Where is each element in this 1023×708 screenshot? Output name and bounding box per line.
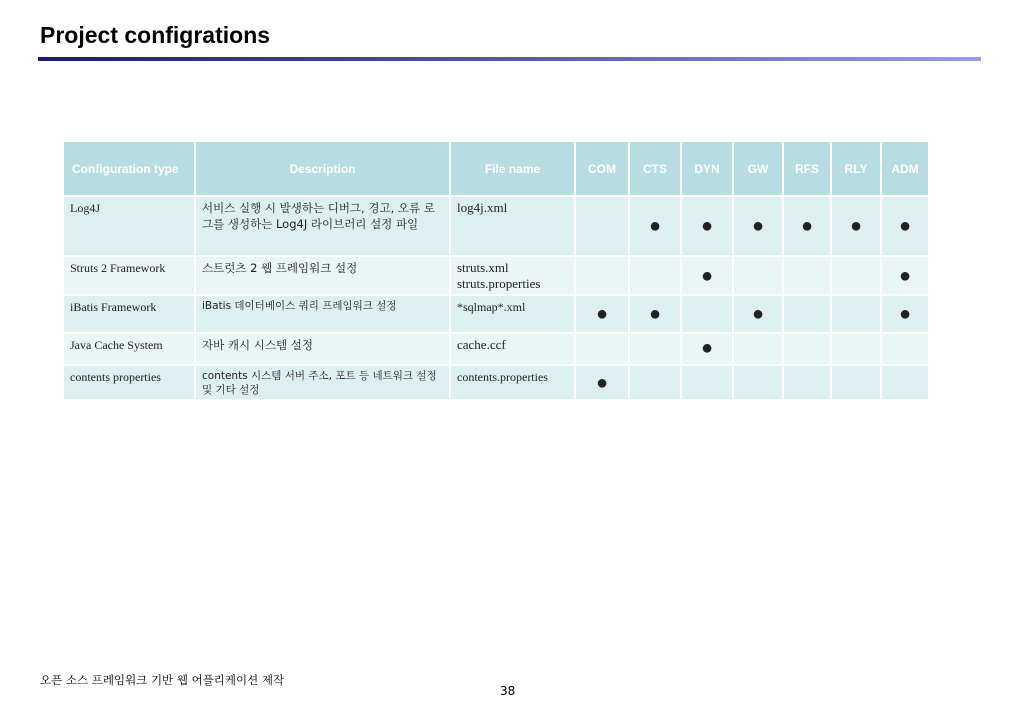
mark-dyn [681, 295, 733, 333]
mark-rfs [783, 365, 831, 400]
cell-file-name: cache.ccf [450, 333, 575, 365]
cell-description: 자바 캐시 시스템 설정 [195, 333, 450, 365]
footer-subtitle: 오픈 소스 프레임워크 기반 웹 어플리케이션 제작 [40, 673, 285, 687]
header-cts: CTS [629, 141, 681, 196]
cell-config-type: Log4J [63, 196, 195, 256]
mark-cts: ● [629, 295, 681, 333]
table-header-row [63, 141, 929, 196]
mark-adm: ● [881, 295, 929, 333]
mark-rfs: ● [783, 196, 831, 256]
cell-config-type: contents properties [63, 365, 195, 400]
cell-description: 스트럿츠 2 웹 프레임워크 설정 [195, 256, 450, 295]
mark-com: ● [575, 295, 629, 333]
header-config-type: Configuration type [63, 141, 195, 196]
mark-cts [629, 333, 681, 365]
header-gw: GW [733, 141, 783, 196]
table-row [63, 365, 929, 400]
mark-rfs [783, 333, 831, 365]
mark-rly [831, 365, 881, 400]
cell-description: iBatis 데이터베이스 쿼리 프레임워크 설정 [195, 295, 450, 333]
title-divider [38, 57, 981, 61]
mark-dyn: ● [681, 196, 733, 256]
mark-rly [831, 256, 881, 295]
mark-cts: ● [629, 196, 681, 256]
header-rly: RLY [831, 141, 881, 196]
configuration-table [62, 140, 930, 401]
mark-gw [733, 256, 783, 295]
table-row [63, 256, 929, 295]
cell-description: contents 시스템 서버 주소, 포트 등 네트워크 설정 및 기타 설정 [195, 365, 450, 400]
cell-description: 서비스 실행 시 발생하는 디버그, 경고, 오류 로그를 생성하는 Log4J 라이브러리 설정 파일 [195, 196, 450, 256]
table-row [63, 295, 929, 333]
table-row [63, 196, 929, 256]
cell-file-name: *sqlmap*.xml [450, 295, 575, 333]
mark-rly [831, 333, 881, 365]
header-com: COM [575, 141, 629, 196]
mark-gw [733, 365, 783, 400]
header-adm: ADM [881, 141, 929, 196]
cell-config-type: iBatis Framework [63, 295, 195, 333]
mark-adm [881, 333, 929, 365]
cell-file-name: struts.xml struts.properties [450, 256, 575, 295]
mark-gw [733, 333, 783, 365]
header-rfs: RFS [783, 141, 831, 196]
cell-file-name: log4j.xml [450, 196, 575, 256]
mark-com [575, 256, 629, 295]
table-row [63, 333, 929, 365]
cell-config-type: Java Cache System [63, 333, 195, 365]
cell-file-name: contents.properties [450, 365, 575, 400]
mark-com [575, 333, 629, 365]
slide-title: Project configrations [40, 22, 271, 48]
page-number: 38 [500, 684, 516, 698]
mark-dyn: ● [681, 256, 733, 295]
cell-config-type: Struts 2 Framework [63, 256, 195, 295]
mark-gw: ● [733, 295, 783, 333]
mark-adm: ● [881, 196, 929, 256]
mark-rfs [783, 256, 831, 295]
mark-dyn: ● [681, 333, 733, 365]
header-description: Description [195, 141, 450, 196]
mark-rly [831, 295, 881, 333]
mark-cts [629, 365, 681, 400]
mark-com: ● [575, 365, 629, 400]
mark-com [575, 196, 629, 256]
mark-rly: ● [831, 196, 881, 256]
mark-rfs [783, 295, 831, 333]
mark-adm: ● [881, 256, 929, 295]
header-file-name: File name [450, 141, 575, 196]
mark-adm [881, 365, 929, 400]
mark-dyn [681, 365, 733, 400]
header-dyn: DYN [681, 141, 733, 196]
mark-cts [629, 256, 681, 295]
mark-gw: ● [733, 196, 783, 256]
